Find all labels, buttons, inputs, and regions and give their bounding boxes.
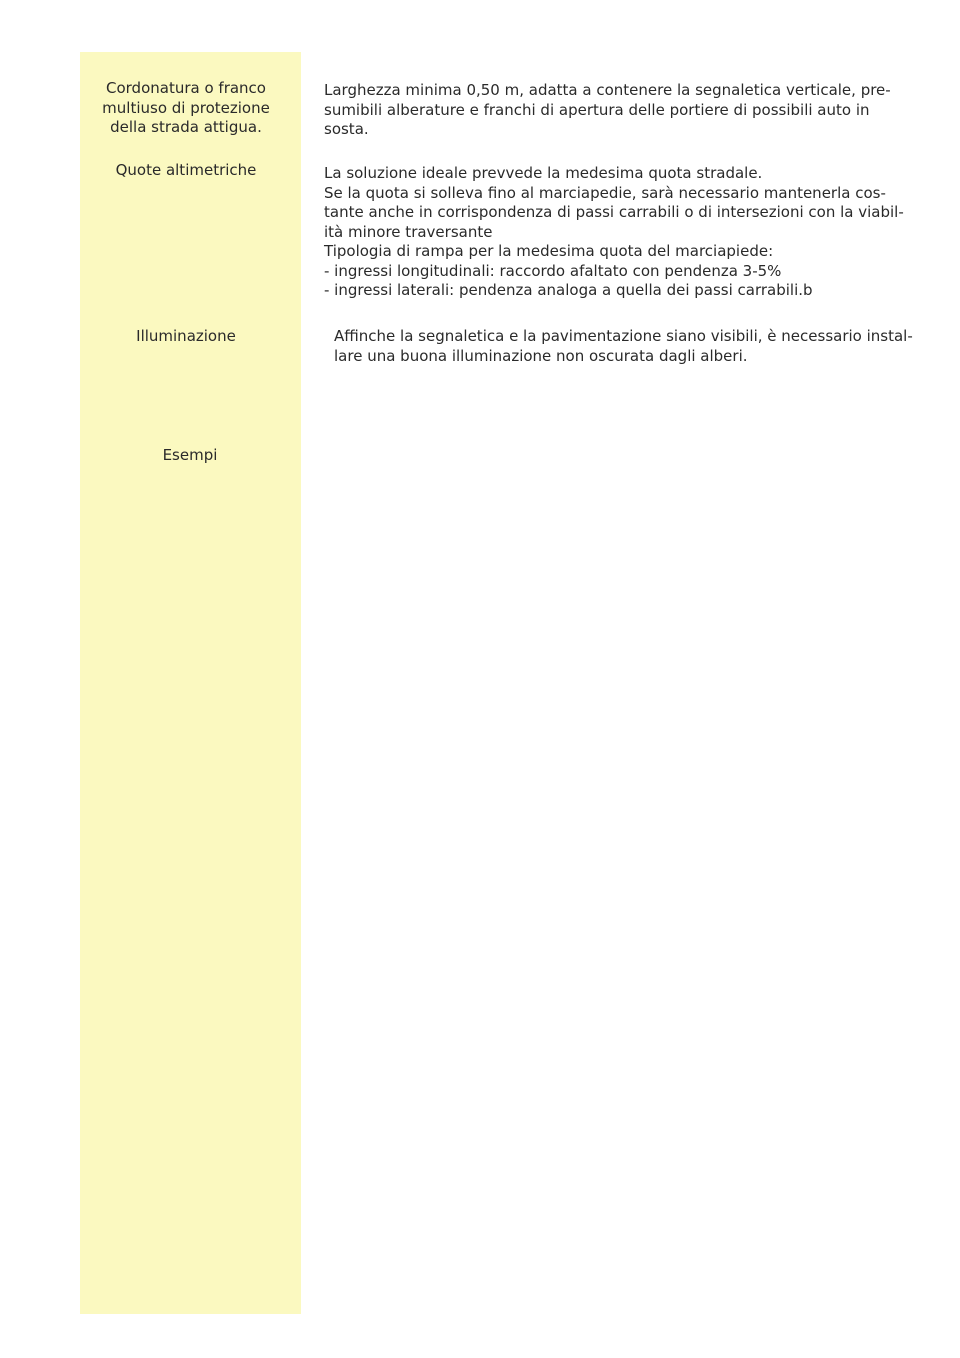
section-text-quote <box>324 164 904 301</box>
label-line: della strada attigua. <box>110 118 262 136</box>
section-label-esempi <box>84 446 296 466</box>
label-line: Quote altimetriche <box>115 161 257 179</box>
section-label-cordonatura <box>80 79 292 138</box>
section-text-cordonatura <box>324 81 891 140</box>
text-line: Affinche la segnaletica e la pavimentazione siano visibili, è necessario instal- <box>334 327 913 345</box>
text-line: Tipologia di rampa per la medesima quota del marciapiede: <box>324 242 774 260</box>
text-line: tante anche in corrispondenza di passi carrabili o di intersezioni con la viabil- <box>324 203 904 221</box>
text-line: - ingressi longitudinali: raccordo afaltato con pendenza 3-5% <box>324 261 782 280</box>
text-line: Larghezza minima 0,50 m, adatta a contenere la segnaletica verticale, pre- <box>324 81 891 99</box>
text-line: La soluzione ideale prevvede la medesima quota stradale. <box>324 164 763 182</box>
sidebar-panel <box>80 52 301 1314</box>
section-label-illuminazione <box>80 327 292 347</box>
text-line: sumibili alberature e franchi di apertura delle portiere di possibili auto in <box>324 100 870 119</box>
text-line: - ingressi laterali: pendenza analoga a quella dei passi carrabili.b <box>324 281 813 299</box>
label-line: Illuminazione <box>136 327 236 345</box>
text-line: ità minore traversante <box>324 222 493 241</box>
text-line: sosta. <box>324 120 369 138</box>
text-line: lare una buona illuminazione non oscurata dagli alberi. <box>334 346 748 365</box>
text-line: Se la quota si solleva fino al marciapedie, sarà necessario mantenerla cos- <box>324 183 886 202</box>
label-line: Esempi <box>162 446 218 464</box>
label-line: multiuso di protezione <box>102 98 270 117</box>
section-label-quote <box>80 161 292 181</box>
section-text-illuminazione <box>334 327 913 366</box>
label-line: Cordonatura o franco <box>106 79 266 97</box>
